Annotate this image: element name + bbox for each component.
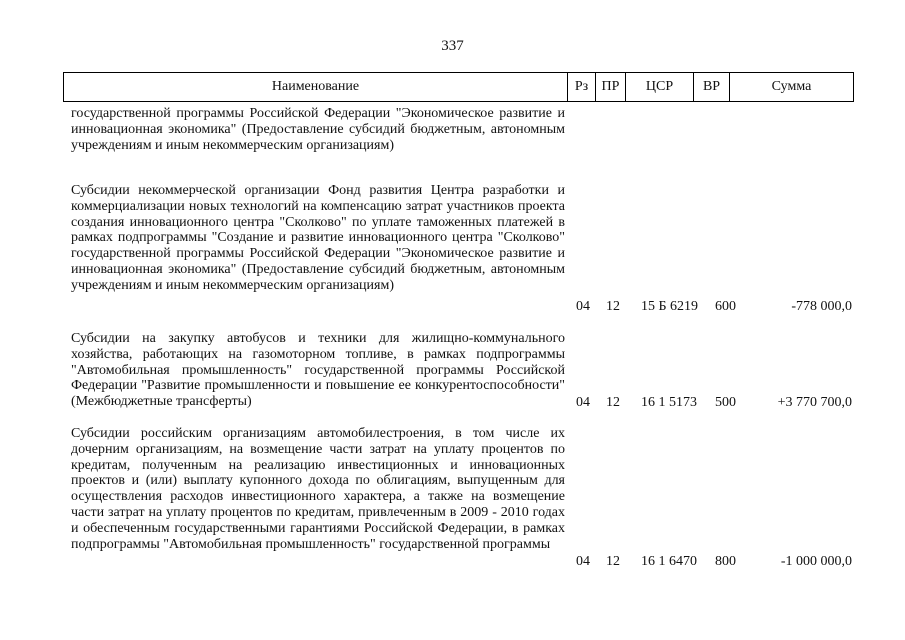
cell-vr: 800 [715, 554, 736, 569]
table-row [0, 395, 905, 412]
cell-pr: 12 [606, 554, 620, 569]
row-text-buses: Субсидии на закупку автобусов и техники для жилищно-коммунального хозяйства, работающих на газомоторном топливе, в рамках подпрограммы "Автомобильная промышленность" государственной программы Российской Федерации "Развитие промышленности и повышение ее конкурентоспособности" (Межбюджетные трансферты) [71, 331, 565, 410]
cell-pr: 12 [606, 395, 620, 410]
cell-sum: -1 000 000,0 [780, 554, 852, 569]
cell-pr: 12 [606, 299, 620, 314]
cell-rz: 04 [576, 554, 590, 569]
cell-sum: +3 770 700,0 [777, 395, 852, 410]
cell-rz: 04 [576, 395, 590, 410]
cell-csr: 15 Б 6219 [641, 299, 699, 314]
header-pr: ПР [595, 73, 625, 101]
row-text-skolkovo: Субсидии некоммерческой организации Фонд развития Центра разработки и коммерциализации новых технологий на компенсацию затрат участников проекта создания инновационного центра "Сколково" по уплате таможенных платежей в рамках подпрограммы "Создание и развитие инновационного центра "Сколково" государственной программы Российской Федерации "Экономическое развитие и инновационная экономика" (Предоставление субсидий бюджетным, автономным учреждениям и иным некоммерческим организациям) [71, 183, 565, 293]
cell-rz: 04 [576, 299, 590, 314]
table-row [0, 554, 905, 571]
cell-csr: 16 1 6470 [641, 554, 697, 569]
cell-vr: 600 [715, 299, 736, 314]
row-text-automotive: Субсидии российским организациям автомобилестроения, в том числе их дочерним организациям, на возмещение части затрат на уплату процентов по кредитам, полученным на реализацию инвестиционных и инновационных проектов и (или) выплату купонного дохода по облигациям, выпущенным для осуществления расходов инвестиционного характера, а также на возмещение части затрат на уплату процентов по кредитам, привлеченным в 2009 - 2010 годах и обеспеченным государственными гарантиями Российской Федерации, в рамках подпрограммы "Автомобильная промышленность" государственной программы [71, 426, 565, 552]
row-text-continuation: государственной программы Российской Федерации "Экономическое развитие и инновационная экономика" (Предоставление субсидий бюджетным, автономным учреждениям и иным некоммерческим организациям) [71, 106, 565, 153]
header-vr: ВР [693, 73, 729, 101]
table-row [0, 299, 905, 316]
header-sum: Сумма [729, 73, 853, 101]
cell-vr: 500 [715, 395, 736, 410]
table-header [63, 72, 854, 102]
header-csr: ЦСР [625, 73, 693, 101]
header-name: Наименование [271, 79, 360, 94]
header-rz: Рз [567, 73, 595, 101]
page-number: 337 [441, 38, 464, 54]
cell-sum: -778 000,0 [791, 299, 852, 314]
cell-csr: 16 1 5173 [641, 395, 697, 410]
